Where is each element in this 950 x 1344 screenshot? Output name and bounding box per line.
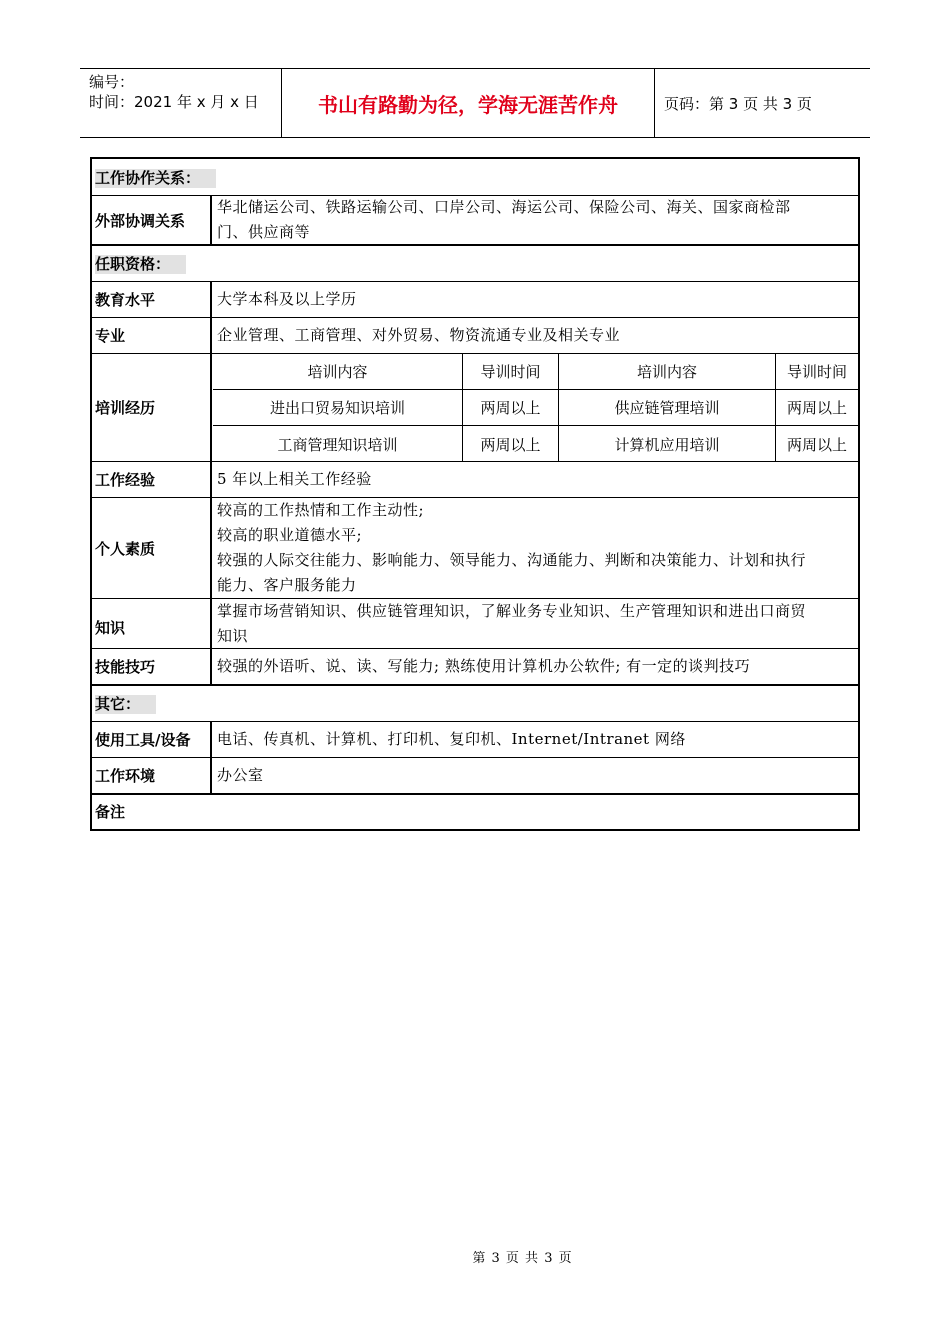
row-value: 企业管理、工商管理、对外贸易、物资流通专业及相关专业	[217, 326, 621, 344]
row-value: 5 年以上相关工作经验	[217, 470, 372, 488]
row-label: 工作环境	[92, 758, 212, 793]
row-experience	[92, 462, 858, 498]
page-header	[80, 68, 870, 138]
row-value: 较强的外语听、说、读、写能力; 熟练使用计算机办公软件; 有一定的谈判技巧	[217, 657, 751, 675]
table-cell: 两周以上	[786, 399, 847, 417]
row-value	[214, 196, 858, 244]
column-header: 培训内容	[213, 354, 463, 389]
job-description-table	[90, 157, 860, 831]
table-row	[213, 390, 858, 426]
row-knowledge	[92, 599, 858, 649]
row-value: 办公室	[217, 766, 264, 784]
row-remark	[92, 795, 858, 829]
section-title: 其它：	[95, 695, 156, 714]
row-tools	[92, 722, 858, 758]
section-qualification	[92, 246, 858, 282]
section-cooperation	[92, 159, 858, 196]
row-major	[92, 318, 858, 354]
value-line: 门、供应商等	[217, 223, 311, 241]
training-subtable	[213, 354, 858, 462]
row-value: 大学本科及以上学历	[217, 290, 357, 308]
page-footer: 第 3 页 共 3 页	[472, 1251, 573, 1266]
table-cell: 计算机应用培训	[559, 426, 776, 462]
header-page-number: 页码：第 3 页 共 3 页	[664, 94, 812, 113]
row-label: 使用工具/设备	[92, 722, 212, 757]
section-title: 任职资格：	[95, 255, 186, 274]
row-environment	[92, 758, 858, 795]
row-value	[214, 498, 858, 598]
row-education	[92, 282, 858, 318]
row-value: 电话、传真机、计算机、打印机、复印机、Internet/Intranet 网络	[217, 730, 686, 748]
header-motto: 书山有路勤为径，学海无涯苦作舟	[282, 69, 655, 137]
value-line: 能力、客户服务能力	[217, 576, 357, 594]
table-cell: 进出口贸易知识培训	[213, 390, 463, 425]
table-cell: 两周以上	[463, 426, 559, 462]
value-line: 较高的工作热情和工作主动性;	[217, 501, 425, 519]
row-label: 个人素质	[92, 498, 212, 598]
document-date: 时间：2021 年 x 月 x 日	[89, 93, 259, 111]
table-cell: 两周以上	[786, 435, 847, 454]
column-header: 导训时间	[463, 354, 559, 389]
row-label: 工作经验	[92, 462, 212, 497]
section-title: 工作协作关系：	[95, 169, 216, 188]
column-header: 培训内容	[559, 354, 776, 389]
value-line: 知识	[217, 626, 249, 645]
column-header: 导训时间	[786, 363, 847, 381]
header-info-cell	[80, 69, 282, 137]
value-line: 较强的人际交往能力、影响能力、领导能力、沟通能力、判断和决策能力、计划和执行	[217, 551, 807, 569]
value-line: 华北储运公司、铁路运输公司、口岸公司、海运公司、保险公司、海关、国家商检部	[217, 198, 791, 216]
row-label: 知识	[92, 599, 212, 648]
row-skills	[92, 649, 858, 686]
row-label: 教育水平	[92, 282, 212, 317]
row-external-coordination	[92, 196, 858, 246]
document-number: 编号：	[89, 73, 135, 91]
row-label: 培训经历	[92, 354, 212, 461]
table-row	[213, 426, 858, 462]
section-other	[92, 686, 858, 722]
row-label: 外部协调关系	[92, 196, 212, 244]
row-personal-quality	[92, 498, 858, 599]
table-cell: 工商管理知识培训	[213, 426, 463, 462]
remark-label: 备注	[95, 803, 126, 821]
table-cell: 两周以上	[463, 390, 559, 425]
training-header-row	[213, 354, 858, 390]
row-label: 专业	[92, 318, 212, 353]
row-value	[214, 599, 858, 648]
value-line: 掌握市场营销知识、供应链管理知识，了解业务专业知识、生产管理知识和进出口商贸	[217, 601, 807, 620]
row-label: 技能技巧	[92, 649, 212, 684]
value-line: 较高的职业道德水平;	[217, 526, 363, 544]
row-training	[92, 354, 858, 462]
table-cell: 供应链管理培训	[559, 390, 776, 425]
